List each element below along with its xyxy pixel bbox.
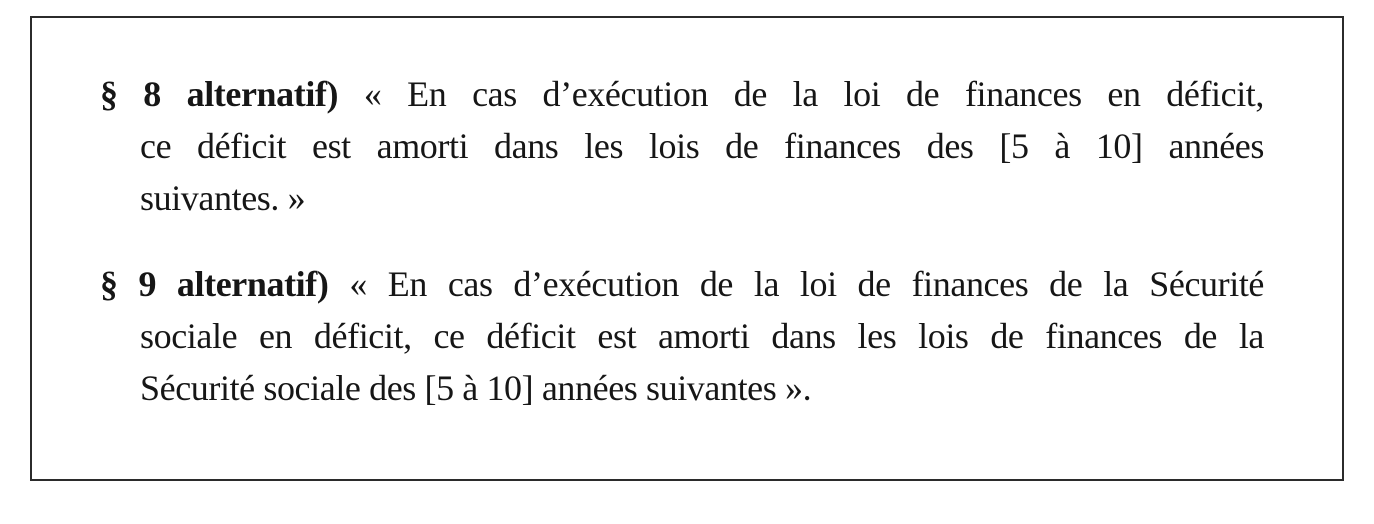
section-8-marker: § 8 alternatif) bbox=[100, 74, 339, 114]
section-9-marker: § 9 alternatif) bbox=[100, 264, 329, 304]
paragraph-9-line-1 bbox=[100, 258, 1264, 310]
paragraph-9-line-3: Sécurité sociale des [5 à 10] années suivantes ». bbox=[140, 368, 812, 408]
bordered-quote-box bbox=[30, 16, 1344, 481]
paragraph-8-line-3: suivantes. » bbox=[140, 178, 306, 218]
paragraph-section-8 bbox=[100, 68, 1265, 224]
paragraph-9-line-2: sociale en déficit, ce déficit est amorti dans les lois de finances de la bbox=[140, 316, 1264, 356]
paragraph-section-9 bbox=[100, 258, 1264, 414]
paragraph-8-line-1 bbox=[100, 68, 1264, 120]
paragraph-8-line-2: ce déficit est amorti dans les lois de finances des [5 à 10] années bbox=[140, 126, 1264, 166]
paragraph-8-line-1-text: « En cas d’exécution de la loi de finances en déficit, bbox=[363, 74, 1265, 114]
paragraph-9-line-1-text: « En cas d’exécution de la loi de finances de la Sécurité bbox=[349, 264, 1264, 304]
